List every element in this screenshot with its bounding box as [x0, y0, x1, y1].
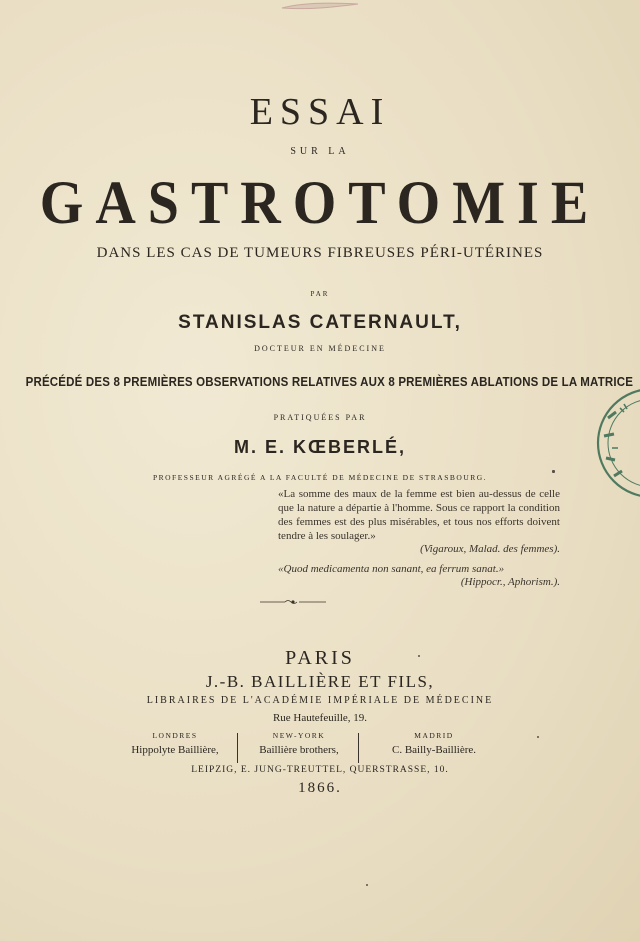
speck [366, 884, 368, 886]
speck [537, 736, 539, 738]
publication-year: 1866. [298, 780, 342, 796]
speck [418, 655, 420, 657]
epigraph-source-2: (Hippocr., Aphorism.). [460, 576, 560, 588]
imprint-city: PARIS [285, 647, 355, 669]
precede-line: PRÉCÉDÉ DES 8 PREMIÈRES OBSERVATIONS RELATIVES AUX 8 PREMIÈRES ABLATIONS DE LA MATRICE [25, 375, 634, 389]
branch-new-york [244, 731, 354, 756]
branch-city-name: NEW-YORK [272, 731, 326, 740]
essai-heading: ESSAI [249, 91, 391, 133]
branch-divider [358, 733, 359, 763]
branch-city-name: MADRID [414, 731, 454, 740]
library-stamp [594, 378, 640, 508]
epigraph-quote-1-text: «La somme des maux de la femme est bien au-dessus de celle que la nature a départie à l'homme. Sous ce rapport la condition des femmes est des plus misérables, et tous nos efforts doivent tendre à les soulager.» [278, 488, 560, 542]
subtitle: DANS LES CAS DE TUMEURS FIBREUSES PÉRI-UTÉRINES [96, 245, 544, 261]
branch-cities [112, 731, 532, 765]
ink-smudge [280, 0, 360, 12]
publisher-name: J.-B. BAILLIÈRE ET FILS, [205, 672, 435, 691]
epigraph-quote-2 [278, 562, 560, 576]
epigraph-source-1: (Vigaroux, Malad. des femmes). [420, 543, 560, 555]
publisher-role: LIBRAIRES DE L'ACADÉMIE IMPÉRIALE DE MÉDECINE [146, 695, 494, 706]
author-name: STANISLAS CATERNAULT, [178, 312, 462, 333]
leipzig-line: LEIPZIG, E. JUNG-TREUTTEL, QUERSTRASSE, 10. [191, 765, 449, 775]
ornament-divider [258, 598, 328, 606]
speck [552, 470, 555, 473]
branch-divider [237, 733, 238, 763]
branch-madrid [364, 731, 504, 756]
epigraph-quote-1 [278, 487, 560, 543]
par-line: PAR [310, 290, 330, 298]
branch-london [112, 731, 238, 756]
publisher-address: Rue Hautefeuille, 19. [272, 712, 368, 724]
branch-publisher: Baillière brothers, [259, 744, 339, 756]
main-title: GASTROTOMIE [39, 168, 601, 238]
koeberle-name: M. E. KŒBERLÉ, [233, 437, 406, 457]
sur-la-line: SUR LA [290, 146, 350, 157]
branch-city-name: LONDRES [152, 731, 198, 740]
author-degree: DOCTEUR EN MÉDECINE [254, 344, 386, 353]
koeberle-title: PROFESSEUR AGRÉGÉ A LA FACULTÉ DE MÉDECINE DE STRASBOURG. [152, 473, 488, 482]
branch-publisher: C. Bailly-Baillière. [391, 744, 476, 756]
branch-publisher: Hippolyte Baillière, [131, 744, 219, 756]
pratiquees-par-line: PRATIQUÉES PAR [273, 413, 367, 422]
epigraph-quote-2-text: «Quod medicamenta non sanant, ea ferrum sanat.» [278, 563, 505, 575]
